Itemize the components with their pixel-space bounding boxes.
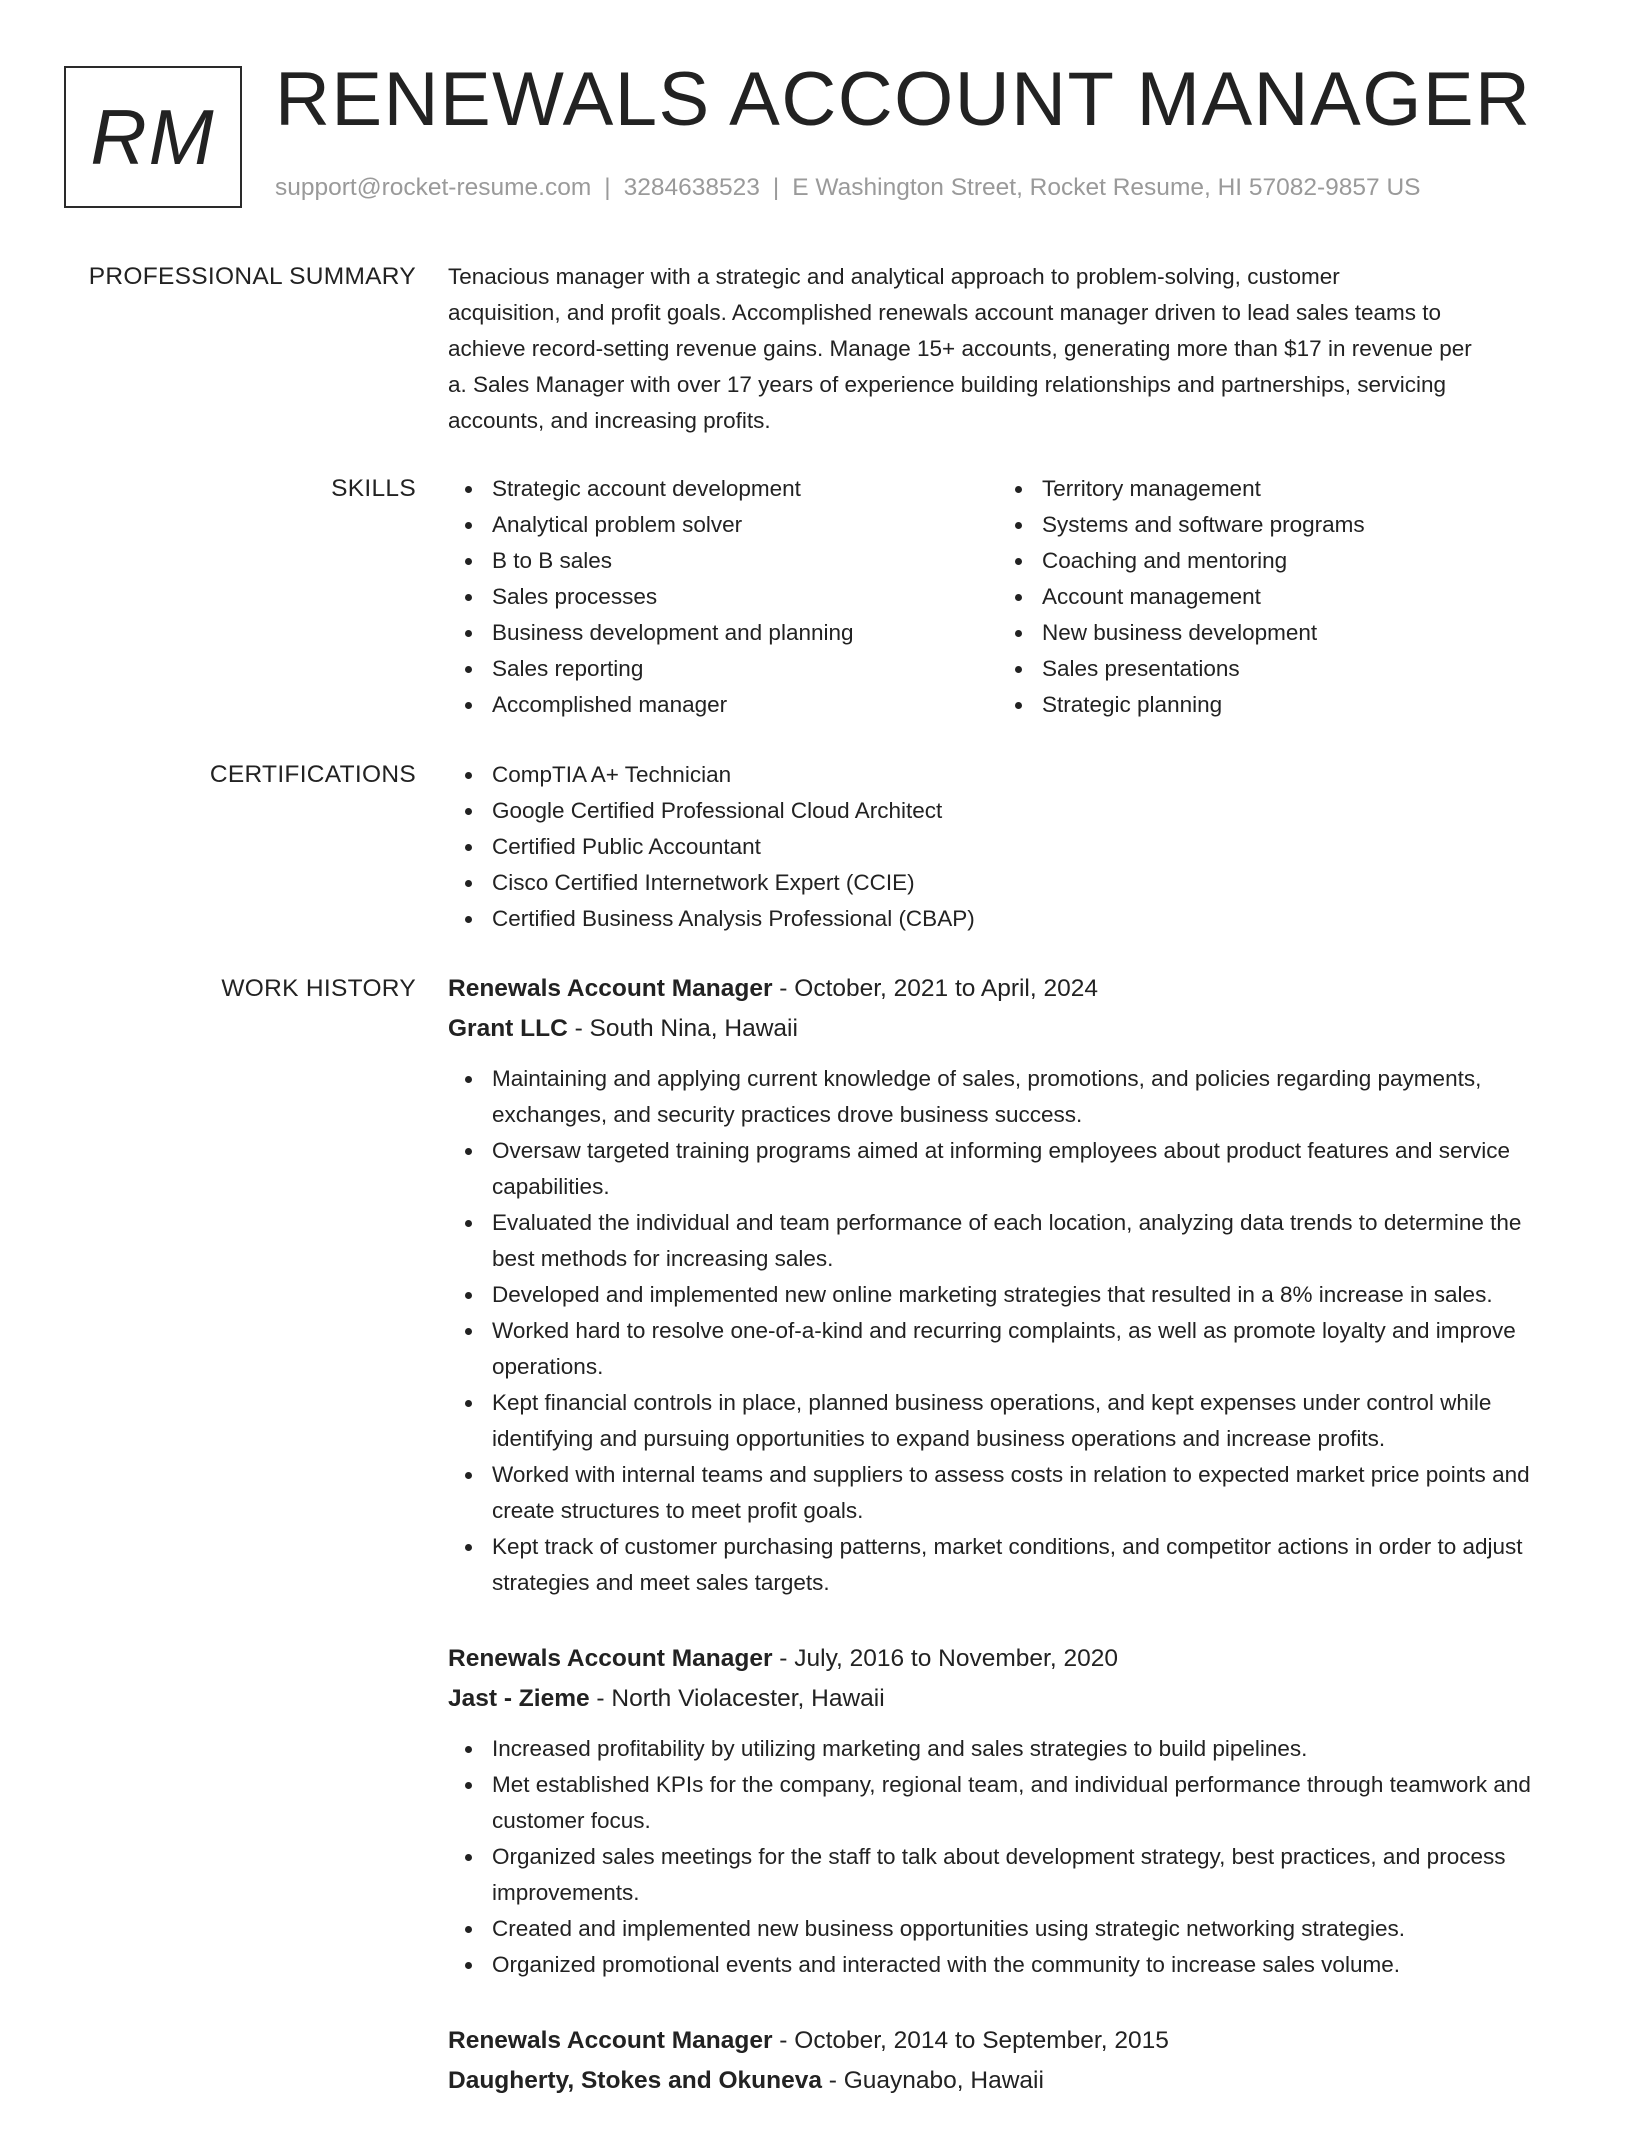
job-company-line: [448, 2061, 1570, 2101]
job-bullet: Oversaw targeted training programs aimed at informing employees about product features and service capabilities.: [492, 1133, 1570, 1205]
job-bullet: Worked with internal teams and suppliers to assess costs in relation to expected market price points and create structures to meet profit goals.: [492, 1457, 1570, 1529]
job-company: Jast - Zieme: [448, 1685, 590, 1712]
job-bullet: Maintaining and applying current knowledge of sales, promotions, and policies regarding payments, exchanges, and security practices drove business success.: [492, 1061, 1570, 1133]
summary-line: achieve record-setting revenue gains. Manage 15+ accounts, generating more than $17 in revenue per: [448, 336, 1472, 361]
skills-body: [448, 471, 1570, 723]
job-location: - North Violacester, Hawaii: [589, 1685, 885, 1712]
contact-email: support@rocket-resume.com: [275, 174, 592, 201]
monogram-logo: RM: [64, 66, 242, 208]
job-bullet: Kept financial controls in place, planned business operations, and kept expenses under control while identifying and pursuing opportunities to expand business operations and increase profits.: [492, 1385, 1570, 1457]
job-title-line: [448, 1639, 1570, 1679]
resume-title: RENEWALS ACCOUNT MANAGER: [275, 57, 1532, 142]
job-bullet: Organized sales meetings for the staff to talk about development strategy, best practices, and process improvements.: [492, 1839, 1570, 1911]
job-bullets: [448, 1061, 1570, 1601]
skill-item: Business development and planning: [492, 615, 998, 651]
job-location: - Guaynabo, Hawaii: [821, 2067, 1044, 2094]
summary-line: acquisition, and profit goals. Accomplished renewals account manager driven to lead sales teams to: [448, 300, 1442, 325]
job-bullet: Developed and implemented new online marketing strategies that resulted in a 8% increase in sales.: [492, 1277, 1570, 1313]
skill-item: New business development: [1042, 615, 1548, 651]
skill-item: Coaching and mentoring: [1042, 543, 1548, 579]
contact-separator: |: [772, 174, 780, 201]
skills-list-left: [448, 471, 998, 723]
summary-line: accounts, and increasing profits.: [448, 408, 771, 433]
job-company-line: [448, 1009, 1570, 1049]
job-bullet: Created and implemented new business opportunities using strategic networking strategies.: [492, 1911, 1570, 1947]
job-bullets: [448, 1731, 1570, 1983]
job-bullet: Worked hard to resolve one-of-a-kind and recurring complaints, as well as promote loyalty and improve operations.: [492, 1313, 1570, 1385]
contact-separator: |: [604, 174, 611, 201]
job-dates: - July, 2016 to November, 2020: [772, 1645, 1118, 1672]
contact-address: E Washington Street, Rocket Resume, HI 57082-9857 US: [792, 174, 1421, 201]
skill-item: Sales presentations: [1042, 651, 1548, 687]
summary-line: a. Sales Manager with over 17 years of experience building relationships and partnerships, servicing: [448, 372, 1447, 397]
job-bullet: Kept track of customer purchasing patterns, market conditions, and competitor actions in order to adjust strategies and meet sales targets.: [492, 1529, 1570, 1601]
skill-item: Strategic account development: [492, 471, 998, 507]
job-entry: [448, 969, 1570, 1601]
job-title-line: [448, 969, 1570, 1009]
skill-item: Territory management: [1042, 471, 1548, 507]
certification-item: Certified Public Accountant: [492, 829, 1570, 865]
work-history-body: [448, 969, 1570, 2139]
summary-heading: PROFESSIONAL SUMMARY: [88, 263, 416, 290]
job-entry: [448, 1639, 1570, 1983]
skill-item: Strategic planning: [1042, 687, 1548, 723]
job-bullet: Increased profitability by utilizing marketing and sales strategies to build pipelines.: [492, 1731, 1570, 1767]
skill-item: Analytical problem solver: [492, 507, 998, 543]
certification-item: Cisco Certified Internetwork Expert (CCIE): [492, 865, 1570, 901]
job-bullet: Met established KPIs for the company, regional team, and individual performance through teamwork and customer focus.: [492, 1767, 1570, 1839]
job-location: - South Nina, Hawaii: [567, 1015, 798, 1042]
certification-item: Certified Business Analysis Professional (CBAP): [492, 901, 1570, 937]
job-company: Daugherty, Stokes and Okuneva: [448, 2067, 822, 2094]
summary-body: [448, 259, 1570, 439]
skills-heading: SKILLS: [331, 475, 416, 502]
skill-item: Systems and software programs: [1042, 507, 1548, 543]
job-entry: [448, 2021, 1570, 2101]
contact-phone: 3284638523: [623, 174, 760, 201]
job-title-line: [448, 2021, 1570, 2061]
job-dates: - October, 2014 to September, 2015: [772, 2027, 1169, 2054]
certifications-body: [448, 757, 1570, 937]
job-title: Renewals Account Manager: [448, 975, 773, 1002]
summary-line: Tenacious manager with a strategic and analytical approach to problem-solving, customer: [448, 264, 1340, 289]
skill-item: Sales reporting: [492, 651, 998, 687]
job-company-line: [448, 1679, 1570, 1719]
work-history-heading: WORK HISTORY: [221, 975, 416, 1002]
job-company: Grant LLC: [448, 1015, 568, 1042]
skill-item: Account management: [1042, 579, 1548, 615]
certifications-list: [448, 757, 1570, 937]
job-dates: - October, 2021 to April, 2024: [772, 975, 1098, 1002]
certification-item: Google Certified Professional Cloud Architect: [492, 793, 1570, 829]
job-title: Renewals Account Manager: [448, 1645, 773, 1672]
skill-item: B to B sales: [492, 543, 998, 579]
certifications-heading: CERTIFICATIONS: [209, 761, 416, 788]
job-bullet: Organized promotional events and interacted with the community to increase sales volume.: [492, 1947, 1570, 1983]
skills-list-right: [998, 471, 1548, 723]
job-bullet: Evaluated the individual and team performance of each location, analyzing data trends to determine the best methods for increasing sales.: [492, 1205, 1570, 1277]
skill-item: Accomplished manager: [492, 687, 998, 723]
contact-line: [275, 174, 1421, 202]
certification-item: CompTIA A+ Technician: [492, 757, 1570, 793]
job-title: Renewals Account Manager: [448, 2027, 773, 2054]
skill-item: Sales processes: [492, 579, 998, 615]
